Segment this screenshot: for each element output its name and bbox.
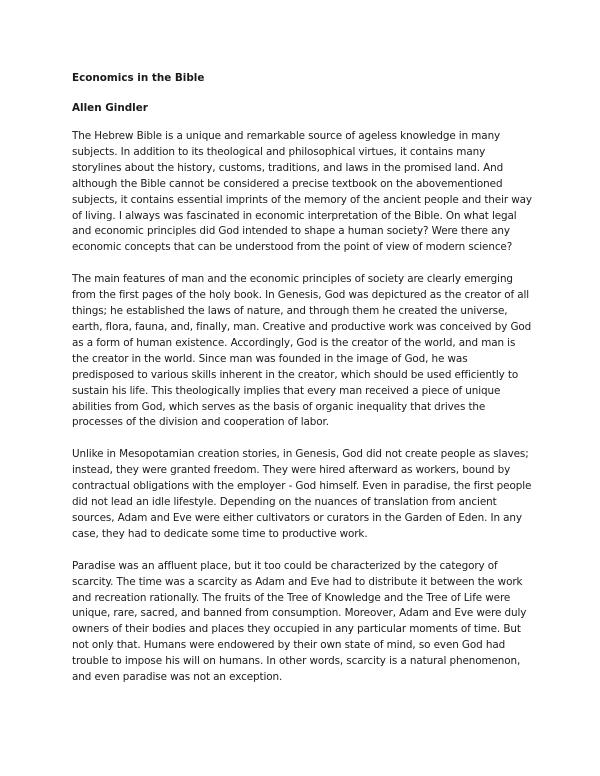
paragraph-3: Unlike in Mesopotamian creation stories, in Genesis, God did not create people as slaves; instead, they were granted freedom. They were hired afterward as workers, bound by contractual obligations with the employer - God himself. Even in paradise, the first people did not lead an idle lifestyle. Depending on the nuances of translation from ancient sources, Adam and Eve were either cultivators or curators in the Garden of Eden. In any case, they had to dedicate some time to productive work. [72, 448, 532, 540]
document-title: Economics in the Bible [72, 72, 205, 84]
document-page [72, 70, 532, 702]
paragraph-1: The Hebrew Bible is a unique and remarkable source of ageless knowledge in many subjects. In addition to its theological and philosophical virtues, it contains many storylines about the history, customs, traditions, and laws in the promised land. And although the Bible cannot be considered a precise textbook on the abovementioned subjects, it contains essential imprints of the memory of the ancient people and their way of living. I always was fascinated in economic interpretation of the Bible. On what legal and economic principles did God intended to shape a human society? Were there any economic concepts that can be understood from the point of view of modern science? [72, 130, 532, 254]
document-author: Allen Gindler [72, 102, 148, 114]
paragraph-2: The main features of man and the economic principles of society are clearly emerging from the first pages of the holy book. In Genesis, God was depictured as the creator of all things; he established the laws of nature, and through them he created the universe, earth, flora, fauna, and, finally, man. Creative and productive work was conceived by God as a form of human existence. Accordingly, God is the creator of the world, and man is the creator in the world. Since man was founded in the image of God, he was predisposed to various skills inherent in the creator, which should be used efficiently to sustain his life. This theologically implies that every man received a piece of unique abilities from God, which serves as the basis of organic inequality that drives the processes of the division and cooperation of labor. [72, 273, 532, 429]
paragraph-4: Paradise was an affluent place, but it too could be characterized by the category of scarcity. The time was a scarcity as Adam and Eve had to distribute it between the work and recreation rationally. The fruits of the Tree of Knowledge and the Tree of Life were unique, rare, sacred, and banned from consumption. Moreover, Adam and Eve were duly owners of their bodies and places they occupied in any particular moments of time. But not only that. Humans were endowered by their own state of mind, so even God had trouble to impose his will on humans. In other words, scarcity is a natural phenomenon, and even paradise was not an exception. [72, 559, 527, 684]
